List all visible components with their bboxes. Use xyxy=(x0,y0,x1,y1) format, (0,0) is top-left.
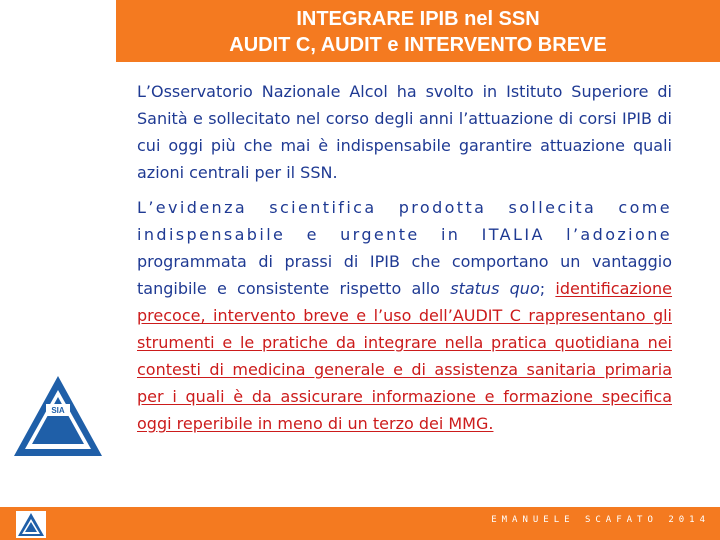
paragraph-2 xyxy=(137,194,672,437)
slide-title-line1: INTEGRARE IPIB nel SSN xyxy=(296,8,540,30)
slide-title-line2: AUDIT C, AUDIT e INTERVENTO BREVE xyxy=(229,34,607,56)
slide-body xyxy=(137,78,672,437)
paragraph-2-spaced-text: L’evidenza scientifica prodotta sollecita come indispensabile e urgente in ITALIA l’adozione xyxy=(137,198,672,244)
status-quo-text: status quo xyxy=(450,279,540,298)
logo-label: SIA xyxy=(51,406,65,415)
paragraph-2-text: programmata di prassi di IPIB che comportano un vantaggio tangibile e consistente rispetto allo xyxy=(137,252,672,298)
sia-logo-small xyxy=(16,511,46,538)
title-banner xyxy=(116,0,720,62)
semicolon: ; xyxy=(539,279,546,298)
paragraph-1: L’Osservatorio Nazionale Alcol ha svolto in Istituto Superiore di Sanità e sollecitato nel corso degli anni l’attuazione di corsi IPIB di cui oggi più che mai è indispensabile garantire attuazione quali azioni centrali per il SSN. xyxy=(137,82,672,182)
highlighted-conclusion: identificazione precoce, intervento breve e l’uso dell’AUDIT C rappresentano gli strumenti e le pratiche da integrare nella pratica quotidiana nei contesti di medicina generale e di assistenza sanitaria primaria per i quali è da assicurare informazione e formazione specifica oggi reperibile in meno di un terzo dei MMG. xyxy=(137,279,673,433)
footer-author: EMANUELE SCAFATO 2014 xyxy=(491,515,710,525)
sia-logo xyxy=(12,374,104,458)
